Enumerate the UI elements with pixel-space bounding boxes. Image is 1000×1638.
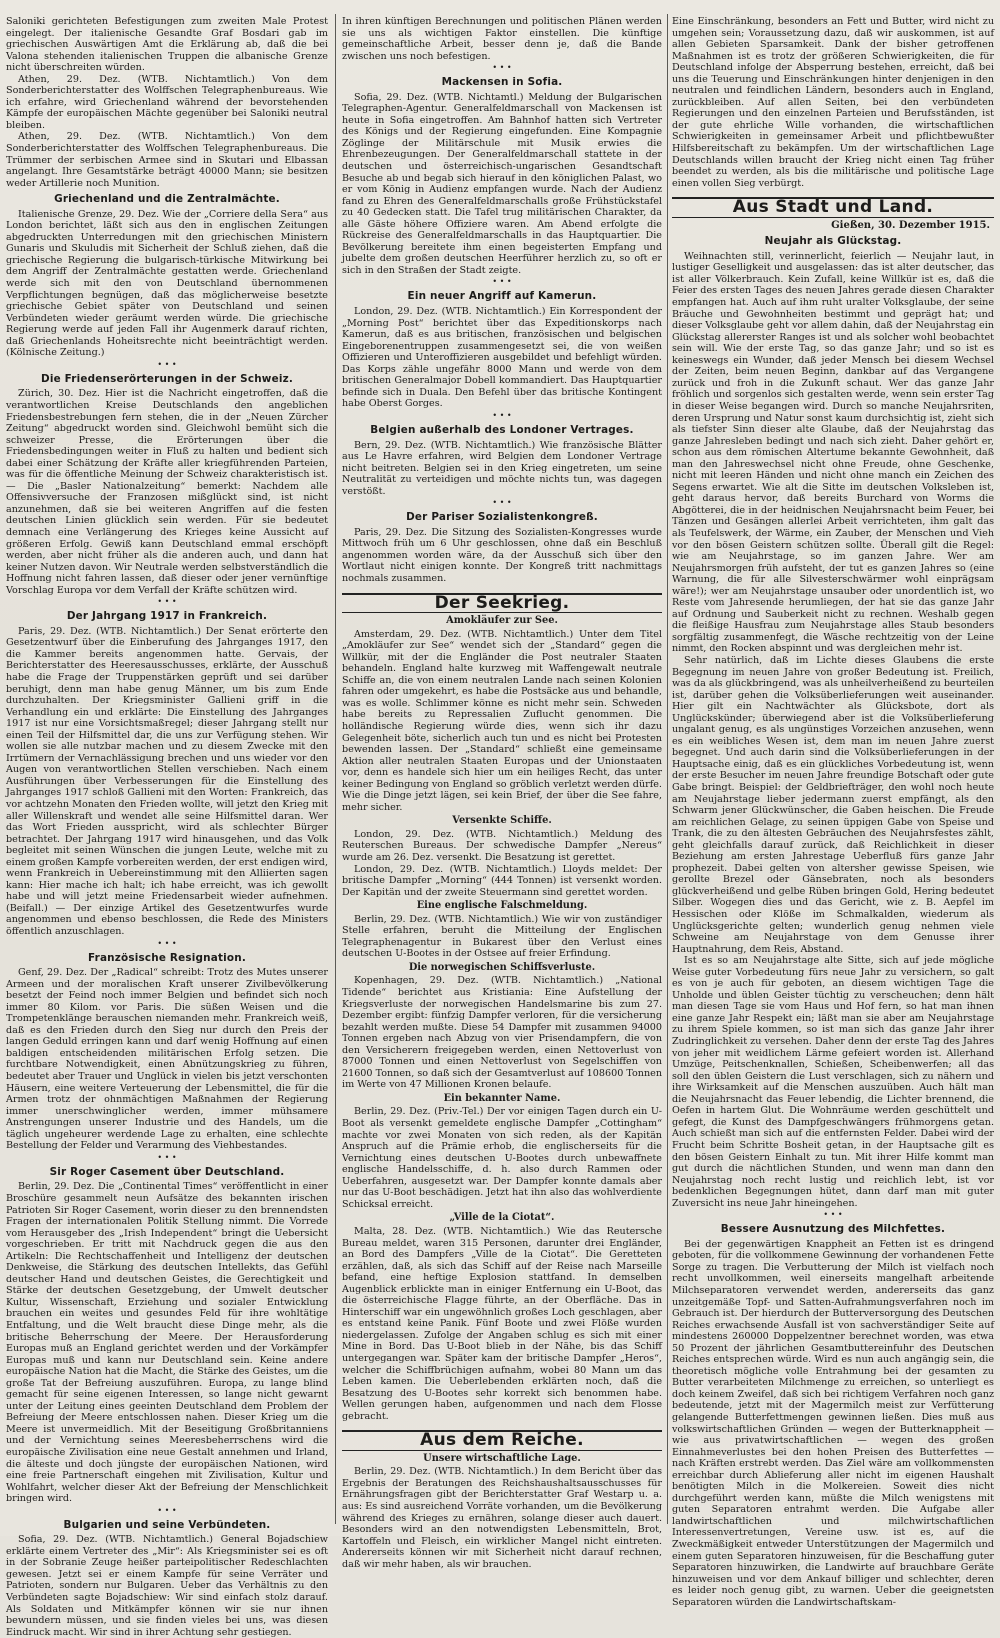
article-paragraph: Berlin, 29. Dez. (WTB. Nichtamtlich.) In dem Bericht über das Ergebnis der Beratungen des Reichshaushaltsausschusses für Ernährungsfragen gibt der Berichterstatter Graf Westarp u. a. aus: Es sind ausreichend Vorräte vorhanden, um die Bevölkerung während des Krieges zu ernähren, solange dieser auch dauert. Besonders wird an den notwendigsten Lebensmitteln, Brot, Kartoffeln und Fleisch, ein wirklicher Mangel nicht eintreten. Andererseits können wir mit Sicherheit nicht darauf rechnen, daß wir mehr haben, als wir brauchen. bbox=[342, 1466, 662, 1570]
article-subheadline: Die norwegischen Schiffsverluste. bbox=[408, 961, 596, 973]
article-headline-griechenland-und-die-zentralma-chte: Griechenland und die Zentralmächte. bbox=[54, 193, 280, 206]
article-headline-bessere-ausnutzung-des-milchfettes: Bessere Ausnutzung des Milchfettes. bbox=[720, 1223, 946, 1236]
article-paragraph: Kopenhagen, 29. Dez. (WTB. Nichtamtlich.) „National Tidende“ berichtet aus Kristiania: Eine Aufstellung der Kriegsverluste der norwegischen Handelsmarine bis zum 27. Dezember ergibt: fünfzig Dampfer verloren, für die versicherung bezahlt werden mußte. Diese 54 Dampfer mit zusammen 94000 Tonnen ergeben nach Abzug von vier Prisendampfern, die von den Versicherern freigegeben werden, einen Nettoverlust von 87000 Tonnen und einen Nettoverlust von Segelschiffen von 21600 Tonnen, so daß sich der Gesamtverlust auf 108600 Tonnen im Werte von 47 Millionen Kronen belaufe. bbox=[342, 975, 662, 1091]
article-paragraph: Athen, 29. Dez. (WTB. Nichtamtlich.) Von dem Sonderberichterstatter des Wolffschen Telegraphenbureaus. Wie ich erfahre, wird Griechenland während der bevorstehenden Kämpfe der europäischen Mächte gegenüber bei Saloniki neutral bleiben. bbox=[6, 73, 328, 131]
article-headline-neujahr-als-glu-ckstag: Neujahr als Glückstag. bbox=[764, 235, 902, 248]
column-rule-left bbox=[335, 14, 336, 1524]
article-paragraph: In ihren künftigen Berechnungen und politischen Plänen werden sie uns als wichtigen Faktor einstellen. Die künftige gemeinschaftliche Arbeit, besser denn je, daß die Bande zwischen uns noch befestigen. bbox=[342, 16, 662, 62]
article-paragraph: Athen, 29. Dez. (WTB. Nichtamtlich.) Von dem Sonderberichterstatter des Wolffschen Telegraphenbureaus. Die Trümmer der serbischen Armee sind in Skutari und Elbassan angelangt. Ihre Gesamtstärke beträgt 40000 Mann; sie besitzen weder Artillerie noch Munition. bbox=[6, 131, 328, 189]
article-paragraph: Zürich, 30. Dez. Hier ist die Nachricht eingetroffen, daß die verantwortlichen Kreise Deutschlands den angeblichen Friedensbestrebungen fern stehen, die in der „Neuen Zürcher Zeitung“ abgedruckt worden sind. Gleichwohl bemüht sich die schweizer Presse, die Erörterungen über die Friedensbedingungen weiter in Fluß zu halten und bedient sich dabei einer Schätzung der Kräfte aller kriegführenden Parteien, was für die öffentliche Meinung der Schweiz charakteristisch ist. — Die „Basler Nationalzeitung“ bemerkt: Nachdem alle Offensivversuche der Franzosen mißglückt sind, ist nicht anzunehmen, daß sie bei weiteren Angriffen auf die festen deutschen Linien glücklich sein werden. Für sie bedeutet demnach eine Verlängerung des Krieges keine Aussicht auf größeren Erfolg. Gewiß kann Deutschland emmal erschöpft werden, aber nicht früher als die anderen auch, und dann hat keiner Nutzen davon. Wir Neutrale werden selbstverständlich die Hoffnung nicht fahren lassen, daß dieser oder jener vernünftige Vorschlag Europa vor dem Verfall der Kräfte schützen wird. bbox=[6, 388, 328, 596]
article-paragraph: Italienische Grenze, 29. Dez. Wie der „Corriere della Sera“ aus London berichtet, läßt sich aus den in englischen Zeitungen abgedruckten Unterredungen mit den griechischen Ministern Gunaris und Skuludis mit Sicherheit der Schluß ziehen, daß die griechische Regierung die bulgarisch-türkische Mitwirkung bei dem Angriff der Zentralmächte gestatten werde. Griechenland werde sich mit den von Deutschland übernommenen Verpflichtungen begnügen, daß das möglicherweise besetzte griechische Gebiet später von Deutschland und seinen Verbündeten wieder geräumt werden würde. Die griechische Regierung werde auf jeden Fall ihr Augenmerk darauf richten, daß Griechenlands Hoheitsrechte nicht beeinträchtigt werden. (Kölnische Zeitung.) bbox=[6, 208, 328, 359]
article-paragraph: Bern, 29. Dez. (WTB. Nichtamtlich.) Wie französische Blätter aus Le Havre erfahren, wird Belgien dem Londoner Vertrage nicht beitreten. Belgien sei in den Krieg eingetreten, um seine Neutralität zu verteidigen und möchte nichts tun, was dagegen verstößt. bbox=[342, 439, 662, 497]
article-headline-mackensen-in-sofia: Mackensen in Sofia. bbox=[441, 76, 563, 89]
article-headline-bulgarien-und-seine-verbu-ndeten: Bulgarien und seine Verbündeten. bbox=[63, 1518, 271, 1531]
article-paragraph: Malta, 28. Dez. (WTB. Nichtamtlich.) Wie das Reutersche Bureau meldet, waren 315 Personen, darunter drei Engländer, an Bord des Dampfers „Ville de la Ciotat“. Die Geretteten erzählen, daß, als sich das Schiff auf der Reise nach Marseille befand, eine heftige Explosion stattfand. In demselben Augenblick erblickte man in einiger Entfernung ein U-Boot, das die österreichische Flagge führte, an der Oberfläche. Das in Hinterschiff war ein ungewöhnlich großes Loch geschlagen, aber es entstand keine Panik. Fünf Boote und zwei Flöße wurden niedergelassen. Zufolge der Angaben schlug es sich mit einer Mine in Bord. Das U-Boot blieb in der Nähe, bis das Schiff untergegangen war. Später kam der britische Dampfer „Heros“, welcher die Schiffbrüchigen aufnahm, wobei 80 Mann um das Leben kamen. Die Ueberlebenden erklärten noch, daß die Besatzung des U-Bootes sehr korrekt sich benommen habe. Wellen gerungen haben, aufgenommen und nach dem Flosse gebracht. bbox=[342, 1225, 662, 1422]
dateline: Gießen, 30. Dezember 1915. bbox=[831, 219, 990, 231]
article-paragraph: London, 29. Dez. (WTB. Nichtamtlich.) Ein Korrespondent der „Morning Post“ berichtet über das Expeditionskorps nach Kamerun, daß es aus britischen, französischen und belgischen Eingeborenentruppen zusammengesetzt sei, die von weißen Offizieren und Unteroffizieren ausgebildet und befehligt würden. Das Korps zähle ungefähr 8000 Mann und werde von dem britischen Generalmajor Dobell kommandiert. Das Hauptquartier befinde sich in Duala. Den Befehl über das britische Kontingent habe Oberst Gorges. bbox=[342, 306, 662, 410]
article-paragraph: Berlin, 29. Dez. (WTB. Nichtamtlich.) Wie wir von zuständiger Stelle erfahren, beruht die Mitteilung der Englischen Telegraphenagentur in Bukarest über den Verlust eines deutschen U-Bootes in der Ostsee auf freier Erfindung. bbox=[342, 913, 662, 960]
article-headline-der-pariser-sozialistenkongre: Der Pariser Sozialistenkongreß. bbox=[406, 511, 598, 524]
separator-ornament: • • • bbox=[157, 597, 177, 607]
separator-ornament: • • • bbox=[157, 1505, 177, 1515]
article-subheadline: Versenkte Schiffe. bbox=[452, 815, 552, 827]
separator-ornament: • • • bbox=[157, 1152, 177, 1162]
column-1 bbox=[6, 16, 328, 1638]
article-headline-sir-roger-casement-u-ber-deutschland: Sir Roger Casement über Deutschland. bbox=[49, 1165, 285, 1178]
section-heading-aus-stadt-und-land: Aus Stadt und Land. bbox=[672, 197, 994, 218]
article-subheadline: Ein bekannter Name. bbox=[443, 1092, 561, 1104]
column-rule-right bbox=[667, 14, 668, 1524]
article-paragraph: Berlin, 29. Dez. (Priv.-Tel.) Der vor einigen Tagen durch ein U-Boot als versenkt gemeldete englische Dampfer „Cottingham“ machte vor zwei Monaten von sich reden, als der Kapitän Anspruch auf die Prämie erhob, die englischerseits für die Vernichtung eines deutschen U-Bootes durch unbewaffnete englische Handelsschiffe, d. h. also durch Rammen oder Ueberfahren, ausgesetzt war. Der Dampfer konnte damals aber nur das U-Boot beschädigen. Jetzt hat ihn also das wohlverdiente Schicksal erreicht. bbox=[342, 1106, 662, 1210]
article-paragraph: Amsterdam, 29. Dez. (WTB. Nichtamtlich.) Unter dem Titel „Amokläufer zur See“ wendet sich der „Standard“ gegen die Willkür, mit der die Engländer die Post neutraler Staaten behandeln. England halte kurzweg mit Waffengewalt neutrale Schiffe an, die von einem neutralen Lande nach seinen Kolonien fahren oder umgekehrt, es habe die Postsäcke aus und behandle, was es wolle. Schlimmer könne es nicht mehr sein. Schweden habe bereits zu Repressalien Zuflucht genommen. Die holländische Regierung würde dies, wenn sich ihr dazu Gelegenheit böte, sicherlich auch tun und es nicht bei Protesten bewenden lassen. Der „Standard“ schließt eine gemeinsame Aktion aller neutralen Staaten Europas und der Unionstaaten vor, denn es handele sich hier um ein heiliges Recht, das unter keiner Bedingung von England so gröblich verletzt werden dürfe. Wie die Dinge jetzt lägen, sei kein Brief, der über die See fahre, mehr sicher. bbox=[342, 628, 662, 813]
article-paragraph: Genf, 29. Dez. Der „Radical“ schreibt: Trotz des Mutes unserer Armeen und der moralischen Kraft unserer Zivilbevölkerung besetzt der Feind noch immer Belgien und befindet sich noch immer 80 Kilom. vor Paris. Die süßen Weisen und die Trompetenklänge berauschen niemanden mehr. Frankreich weiß, daß es den Frieden durch den Sieg nur durch den Preis der langen Geduld erringen kann und darf wenig Hoffnung auf einen baldigen entscheidenden militärischen Erfolg setzen. Die furchtbare Notwendigkeit, einen Abnützungskrieg zu führen, bedeutet aber Trauer und Unglück in vielen bis jetzt verschonten Häusern, eine weitere Verteuerung der Lebensmittel, die für die Armen trotz der ohnmächtigen Maßnahmen der Regierung immer unerschwinglicher werden, immer mühsamere Anstrengungen unserer Industrie und des Handels, um die täglich ungeheurer werdende Lage zu erhalten, eine schlechte Bestellung der Felder und Verarmung des Viehbestandes. bbox=[6, 967, 328, 1152]
column-3 bbox=[672, 16, 994, 1608]
article-subheadline: Eine englische Falschmeldung. bbox=[416, 900, 588, 912]
article-paragraph: Eine Einschränkung, besonders an Fett und Butter, wird nicht zu umgehen sein; Voraussetzung dazu, daß wir auskommen, ist auf allen Gebieten Sparsamkeit. Dank der bisher getroffenen Maßnahmen ist es trotz der größeren Schwierigkeiten, die für Deutschland infolge der Absperrung bestehen, erreicht, daß bei uns die Teuerung und Einschränkungen hinter denjenigen in den neutralen und feindlichen Ländern, besonders auch in England, zurückbleiben. Auf allen Seiten, bei den verbündeten Regierungen und den einzelnen Parteien und Berufsständen, ist der gute ehrliche Wille vorhanden, die wirtschaftlichen Schwierigkeiten in gemeinsamer Arbeit und pflichtbewußter Hilfsbereitschaft zu bekämpfen. Um der wirtschaftlichen Lage Deutschlands willen braucht der Krieg nicht einen Tag früher beendet zu werden, als bis die militärische und politische Lage einen vollen Sieg verbürgt. bbox=[672, 16, 994, 189]
separator-ornament: • • • bbox=[157, 938, 177, 948]
article-headline-belgien-au-erhalb-des-londoner-vertrages: Belgien außerhalb des Londoner Vertrages. bbox=[370, 423, 634, 436]
separator-ornament: • • • bbox=[823, 1210, 843, 1220]
article-paragraph: Weihnachten still, verinnerlicht, feierlich — Neujahr laut, in lustiger Geselligkeit und ausgelassen: das ist alter deutscher, das ist aller Völkerbrauch. Kein Zufall, keine Willkür ist es, daß die Feier des ersten Tages des neuen Jahres gerade diesen Charakter empfangen hat. Auch auf ihm ruht uralter Volksglaube, der seine Bräuche und Gewohnheiten bestimmt und geprägt hat; und dieser Volksglaube geht vor allem dahin, daß der Neujahrstag ein Glückstag allererster Ranges ist und als solcher wohl beobachtet sein will. Wie der erste Tag, so das ganze Jahr; und so ist es keineswegs ein Wunder, daß jeder Mensch bei diesem Wechsel der Zeiten, beim neuen Beginn, dankbar auf das Vergangene zurück und froh in die Zukunft schaut. Wer das ganze Jahr fröhlich und sorgenlos sich gestalten werde, wenn sein erster Tag in dieser Weise begangen wird. Durch so manche Neujahrsriten, deren Ursprung und Natur sonst kaum durchsichtig ist, zieht sich als tiefster Sinn dieser alte Glaube, daß der Neujahrstag das ganze Jahresleben bedingt und nach sich zieht. Daher gehört er, schon aus dem römischen Altertume bekannte Gewohnheit, daß man den Jahreswechsel nicht ohne Freude, ohne Geschenke, nicht mit leeren Händen und nicht ohne manch ein Zeichen des Segens erwartet. Wie alt die Sitte im deutschen Volksleben ist, geht daraus hervor, daß bereits Burchard von Worms die Abgötterei, die in der heidnischen Neujahrsnacht beim Feuer, bei Tänzen und Gesängen allerlei Arbeit verrichteten, ihm galt das als Teufelswerk, der Wärme, ein Zauber, der Menschen und Vieh vor den bösen Geistern schützen sollte. Überall gilt die Regel: wie am Neujahrstage, so im ganzen Jahre. Wer am Neujahrsmorgen früh aufsteht, der tut es ganzen Jahres so (eine Warnung, die für alle Silvesterschwärmer wohl einprägsam wäre!); wer am Neujahrstage unsauber oder unordentlich ist, wo Reste vom Jahresende herumliegen, der hat sie das ganze Jahr auf Ordnung und Sauberkeit nicht zu rechnen. Weshalb gegen die fleißige Hausfrau zum Neujahrstage alles Staub besonders sorgfältig zusammenfegt, die Wäsche rechtzeitig von der Leine nimmt, den Rocken abspinnt und was dergleichen mehr ist. bbox=[672, 250, 994, 655]
article-paragraph: London, 29. Dez. (WTB. Nichtamtlich.) Meldung des Reuterschen Bureaus. Der schwedische Dampfer „Nereus“ wurde am 26. Dez. versenkt. Die Besatzung ist gerettet. bbox=[342, 828, 662, 863]
article-paragraph: Sofia, 29. Dez. (WTB. Nichtamtlich.) General Bojadschiew erklärte einem Vertreter des „Mir“: Als Kriegsminister sei es oft in der Sobranie Zeuge heißer parteipolitischer Redeschlachten gewesen. Jetzt sei er einem Kampfe für seine Verräter und Patrioten, sondern nur Bulgaren. Ueber das Verhältnis zu den Verbündeten sagte Bojadschiew: Wir sind einfach stolz darauf. Als Soldaten und Mitkämpfer können wir sie nur ihnen bewundern müssen, und sie finden vieles bei uns, was diesen Eindruck macht. Wir sind in ihrer Achtung sehr gestiegen. bbox=[6, 1534, 328, 1638]
article-paragraph: Paris, 29. Dez. Die Sitzung des Sozialisten-Kongresses wurde Mittwoch früh um 6 Uhr geschlossen, ohne daß ein Beschluß angenommen worden wäre, da der Ausschuß sich über den Wortlaut nicht einigen konnte. Der Kongreß tritt nachmittags nochmals zusammen. bbox=[342, 526, 662, 584]
article-paragraph: Paris, 29. Dez. (WTB. Nichtamtlich.) Der Senat erörterte den Gesetzentwurf über die Einberufung des Jahrganges 1917, den die Kammer bereits angenommen hatte. Gervais, der Berichterstatter des Heeresausschusses, erklärte, der Ausschuß habe die Frage der Truppenstärken geprüft und sei darüber beruhigt, denn man habe genug Männer, um bis zum Ende durchzuhalten. Der Kriegsminister Gallieni griff in die Verhandlung ein und erklärte: Die Einstellung des Jahrganges 1917 ist nur eine Vorsichtsmaßregel; dieser Jahrgang stellt nur einen Teil der Hilfsmittel dar, die uns zur Verfügung stehen. Wir wollen sie alle nutzbar machen und zu diesem Zwecke mit den Irrtümern der Vernachlässigung brechen und uns wieder vor den Augen von verantwortlichen Stellen verschieben. Nach einem Ausführungen über Verbesserungen für die Einstellung des Jahrganges 1917 schloß Gallieni mit den Worten: Frankreich, das vor achtzehn Monaten den Frieden wollte, will jetzt den Krieg mit aller Willenskraft und wendet alle seine Hilfsmittel daran. Wer das Wort Frieden ausspricht, wird als schlechter Bürger betrachtet. Der Jahrgang 1917 wird hinausgehen, und das Volk begleitet mit seinen Wünschen die jungen Leute, welche mit zu einem großen Kampfe vorbereiten werden, der erst endigen wird, wenn Frankreich in Uebereinstimmung mit den Alliierten sagen kann: Hier mache ich halt; ich habe erreicht, was ich gewollt habe und will jetzt meine Friedensarbeit wieder aufnehmen. (Beifall.) — Der einzige Artikel des Gesetzentwurfes wurde angenommen und ebenso beschlossen, die Rede des Ministers öffentlich anzuschlagen. bbox=[6, 625, 328, 938]
separator-ornament: • • • bbox=[492, 498, 512, 508]
article-paragraph: Sofia, 29. Dez. (WTB. Nichtamtl.) Meldung der Bulgarischen Telegraphen-Agentur. Generalfeldmarschall von Mackensen ist heute in Sofia eingetroffen. Am Bahnhof hatten sich Vertreter des Königs und der Regierung eingefunden. Eine Kompagnie Zöglinge der Militärschule mit Musik erwies die Ehrenbezeugungen. Der Generalfeldmarschall stattete in der deutschen und österreichisch-ungarischen Gesandtschaft Besuche ab und begab sich hierauf in den königlichen Palast, wo er vom König in Audienz empfangen wurde. Nach der Audienz fand zu Ehren des Generalfeldmarschalls große Frühstückstafel zu 40 Gedecken statt. Die Tafel trug militärischen Charakter, da alle Gäste höhere Offiziere waren. Am Abend erfolgte die Rückreise des Generalfeldmarschalls in das Hauptquartier. Die Bevölkerung bereitete ihm einen begeisterten Empfang und jubelte dem großen deutschen Heerführer herzlich zu, so oft er sich in den Straßen der Stadt zeigte. bbox=[342, 91, 662, 276]
column-2 bbox=[342, 16, 662, 1570]
article-headline-ein-neuer-angriff-auf-kamerun: Ein neuer Angriff auf Kamerun. bbox=[407, 290, 597, 303]
separator-ornament: • • • bbox=[157, 359, 177, 369]
article-paragraph: London, 29. Dez. (WTB. Nichtamtlich.) Lloyds meldet: Der britische Dampfer „Morning“ (444 Tonnen) ist versenkt worden. Der Kapitän und der zweite Steuermann sind gerettet worden. bbox=[342, 863, 662, 898]
section-heading-aus-dem-reiche: Aus dem Reiche. bbox=[342, 1430, 662, 1451]
separator-ornament: • • • bbox=[492, 277, 512, 287]
article-paragraph: Saloniki gerichteten Befestigungen zum zweiten Male Protest eingelegt. Der italienische Gesandte Graf Bosdari gab im griechischen Auswärtigen Amt die Erklärung ab, daß die bei Valona stehenden italienischen Truppen die albanische Grenze nicht überschreiten würden. bbox=[6, 16, 328, 74]
article-paragraph: Bei der gegenwärtigen Knappheit an Fetten ist es dringend geboten, für die vollkommene Gewinnung der vorhandenen Fette Sorge zu tragen. Die Verbutterung der Milch ist vielfach noch recht unvollkommen, weil einerseits mangelhaft arbeitende Milchseparatoren verwendet werden, andererseits das ganz unzeitgemäße Topf- und Satten-Aufrahmungsverfahren noch im Gebrauch ist. Der hierdurch der Butterversorgung des Deutschen Reiches erwachsende Ausfall ist von sachverständiger Seite auf mindestens 260000 Doppelzentner berechnet worden, was etwa 50 Prozent der jährlichen Gesamtbuttereinfuhr des Deutschen Reiches entsprechen würde. Wird es nun auch angängig sein, die theoretisch mögliche volle Entrahmung bei der gesamten zu Butter verarbeiteten Milchmenge zu erreichen, so unterliegt es doch keinem Zweifel, daß sich bei richtigem Verfahren noch ganz bedeutende, jetzt mit der Magermilch meist zur Verfütterung gelangende Butterfettmengen gewinnen ließen. Dies muß aus volkswirtschaftlichen Gründen — wegen der Butterknappheit — wie aus privatwirtschaftlichen — wegen des großen Einnahmeverlustes bei den hohen Preisen des Butterfettes — nach Kräften erstrebt werden. Das Ziel wäre am vollkommensten erreichbar durch Ablieferung aller nicht im eigenen Haushalt benötigten Milch in die Molkereien. Soweit dies nicht durchgeführt werden kann, müßte die Milch wenigstens mit guten Separatoren entrahmt werden. Die Aufgabe aller landwirtschaftlichen und milchwirtschaftlichen Interessenvertretungen, Vereine usw. ist es, auf die Zweckmäßigkeit entweder Unterstützungen der Magermilch und einem guten Separatoren hinzuweisen, für die Beschaffung guter Separatoren hinzuwirken, die Landwirte auf brauchbare Geräte hinzuweisen und vor dem Ankauf billiger und schlechter, deren es leider noch genug gibt, zu warnen. Ueber die geeignetsten Separatoren würden die Landwirtschaftskam- bbox=[672, 1238, 994, 1608]
article-headline-franzo-sische-resignation: Französische Resignation. bbox=[88, 951, 246, 964]
article-subheadline: „Ville de la Ciotat“. bbox=[449, 1212, 555, 1224]
article-headline-der-jahrgang-1917-in-frankreich: Der Jahrgang 1917 in Frankreich. bbox=[66, 610, 268, 623]
section-heading-der-seekrieg: Der Seekrieg. bbox=[342, 593, 662, 614]
article-paragraph: Sehr natürlich, daß im Lichte dieses Glaubens die erste Begegnung im neuen Jahre von großer Bedeutung ist. Freilich, was da als glückbringend, was als unheilverheißend zu beurteilen ist, darüber gehen die Volksüberlieferungen weit auseinander. Hier gilt ein Nachtwächter als Glücksbote, dort als Unglückskünder; überwiegend aber ist die Volksüberlieferung ungalant genug, es als ungünstiges Vorzeichen anzusehen, wenn es ein weibliches Wesen ist, dem man im neuen Jahre zuerst begegnet. Und auch darin sind die Volksüberlieferungen in der Hauptsache einig, daß es ein glückliches Vorbedeutung ist, wenn der erste Besucher im neuen Jahre freundige Botschaft oder gute Gabe bringt. Beispiel: der Geldbriefträger, den wohl noch heute am Neujahrstage lieber jedermann zuerst empfängt, als den Schwarm jener Glückwünscher, die Gaben heischen. Die Freude am reichlichen Gelage, zu seinen üppigen Gabe von Speise und Trank, die zu den ältesten Gebräuchen des Neujahrsfestes zählt, geht gleichfalls darauf zurück, daß Reichlichkeit in dieser Beziehung am ersten Jahrestage Ueberfluß fürs ganze Jahr prophezeit. Dabei gelten von altersher gewisse Speisen, wie gerollte Brezel oder Gänsebraten, noch als besonders glückverheißend und gelbe Rüben bringen Gold, Hering bedeutet Silber. Wogegen dies und das Gericht, wie z. B. Aepfel im Hessischen oder Klöße im Schmalkalden, wiederum als Unglücksgerichte gelten; wunderlich genug nehmen viele Schweine am Neujahrstage von dem Genusse ihrer Hauptnahrung, dem Reis, Abstand. bbox=[672, 654, 994, 955]
article-paragraph: Berlin, 29. Dez. Die „Continental Times“ veröffentlicht in einer Broschüre gesammelt neun Aufsätze des bekannten irischen Patrioten Sir Roger Casement, worin dieser zu den brennendsten Fragen der internationalen Politik Stellung nimmt. Die Vorrede vom Herausgeber des „Irish Independent“ bringt die Uebersicht vorgeschrieben. Er tritt mit Nachdruck gegen die aus den Artikeln: Die Rechtschaffenheit und Intelligenz der deutschen Denkweise, die Stärkung des deutschen Intellekts, das Gefühl deutscher Hand und deutschen Geistes, die Gerechtigkeit und Stärke der deutschen Gesetzgebung, der Umwelt deutscher Kultur, Wissenschaft, Erziehung und sozialer Entwicklung brauchen ein weites und gesundes Feld für ihre wohltätige Entfaltung, und die Welt braucht diese Dinge mehr, als die britische Beherrschung der Meere. Der Herausforderung Europas muß an England gerichtet werden und der Vorkämpfer Europas muß und kann nur Deutschland sein. Keine andere europäische Nation hat die Macht, die Stärke des Geistes, um die große Tat der Befreiung auszuführen. Europa, zu lange blind gemacht für seine eigenen Interessen, so lange nicht gewarnt unter der Leitung eines geeinten Deutschland dem Problem der Befreiung der Meere entschlossen nahen. Dieser Krieg um die Meere ist unvermeidlich. Mit der Beseitigung Großbritanniens und der Vernichtung seines Meeresbeherrschens wird die europäische Zivilisation eine neue Gestalt annehmen und Irland, die älteste und doch jüngste der europäischen Nationen, wird eine freie Partnerschaft eingehen mit Zivilisation, Kultur und Wohlfahrt, welcher dieser Akt der Befreiung der Menschlichkeit bringen wird. bbox=[6, 1181, 328, 1505]
separator-ornament: • • • bbox=[492, 410, 512, 420]
separator-ornament: • • • bbox=[492, 63, 512, 73]
article-subheadline: Amokläufer zur See. bbox=[446, 615, 558, 627]
article-paragraph: Ist es so am Neujahrstage alte Sitte, sich auf jede mögliche Weise guter Vorbedeutung fürs neue Jahr zu versichern, so galt es von je auch für geboten, an diesem wichtigen Tage die Unholde und üblen Geister tüchtig zu verscheuchen; denn hält man diesen Tage sie vom Haus und Hof fern, so hat man ihnen eine ganze Jahr Respekt ein; läßt man sie aber am Neujahrstage zu ihrem Spiele kommen, so ist man sich das ganze Jahr ihrer Zudringlichkeit zu versehen. Daher denn der erste Tag des Jahres von jeher mit weidlichem Lärme gefeiert worden ist. Allerhand Umzüge, Peitschenknallen, Schießen, Scheibenwerfen; all das soll den üblen Geistern die Lust verschlagen, sich zu nähern und ihre Wirksamkeit auf die Menschen auszuüben. Auch hält man die Neujahrsnacht das Feuer lebendig, die Lichter brennend, die Oefen in hartem Glut. Die Wohnräume werden geschüttelt und gefegt, die Kunst des Dampfgeschwängers frühmorgens getan. Auch schießt man sich auf die entfernsten Felder. Dabei wird der Frucht beim Schritte Bosheit getan, in der Hauptsache gilt es den bösen Geistern Einhalt zu tun. Mit ihrer Hilfe kommt man gut durch die nächtlichen Stunden, und wenn man dann den Neujahrstag noch recht lustig und reichlich lebt, ist vor bedenklichen Begegnungen hütet, dann darf man mit guter Zuversicht ins neue Jahr hineingehen. bbox=[672, 955, 994, 1209]
article-subheadline: Unsere wirtschaftliche Lage. bbox=[423, 1452, 581, 1464]
article-headline-die-friedensero-rterungen-in-der-schweiz: Die Friedenserörterungen in der Schweiz. bbox=[41, 372, 293, 385]
